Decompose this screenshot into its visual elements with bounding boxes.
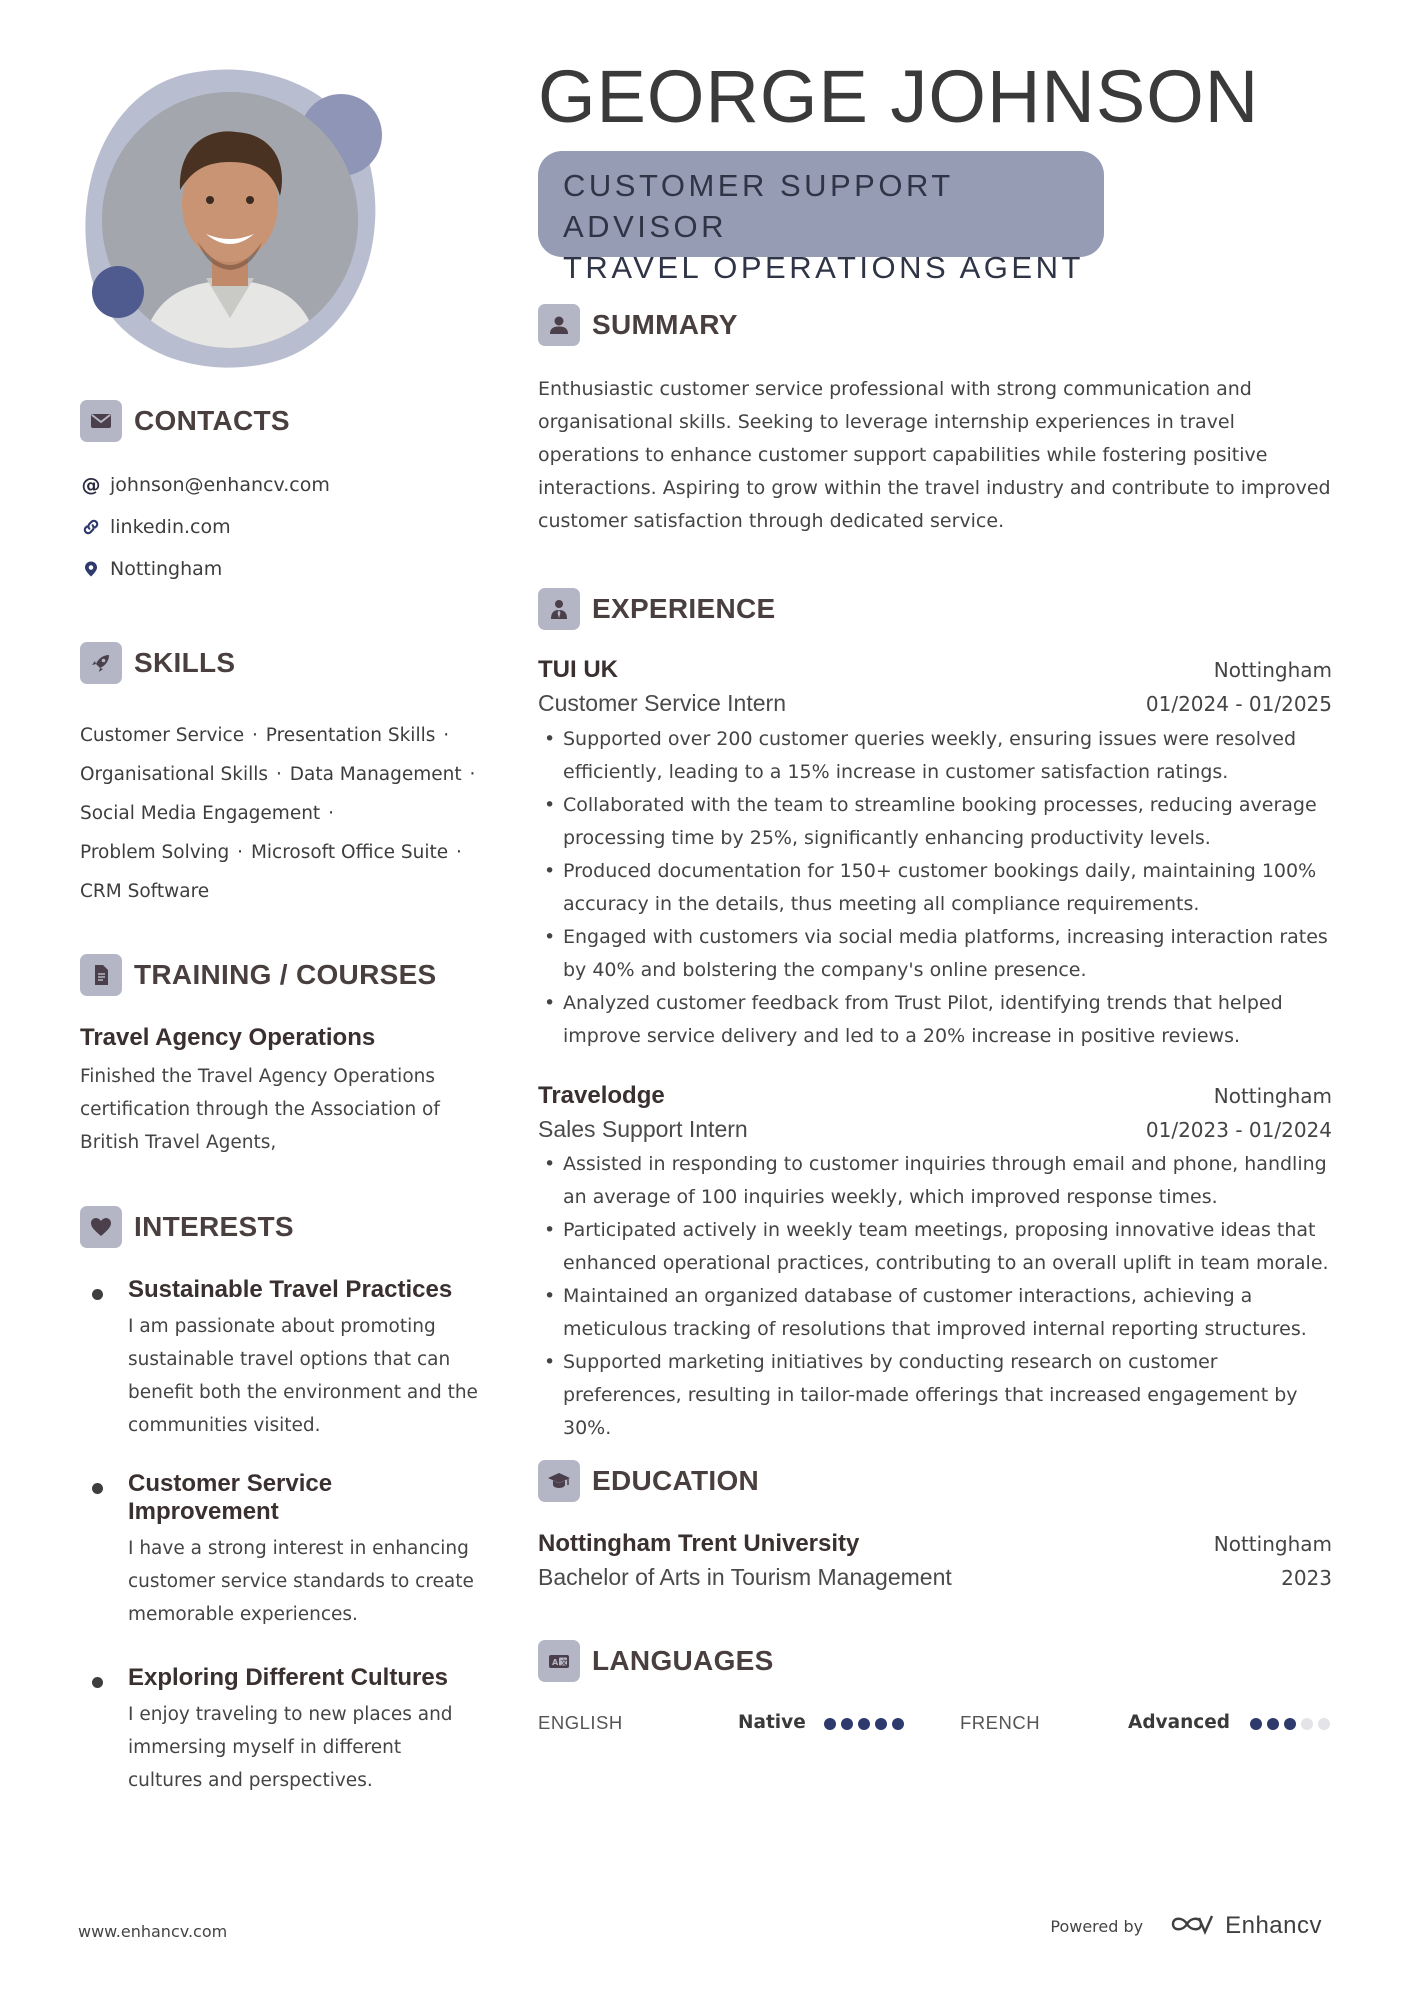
skill-item: Social Media Engagement [80,803,321,824]
contact-location [80,558,222,580]
contacts-heading: CONTACTS [134,405,290,436]
job-bullet: • Participated actively in weekly team meetings, proposing innovative ideas that enhanced operational practices, contributing to an overall uplift in team morale. [538,1214,1338,1280]
job-bullet: • Assisted in responding to customer inquiries through email and phone, handling an average of 100 inquiries weekly, which improved response times. [538,1148,1338,1214]
skill-item: Data Management [289,764,462,785]
experience-heading: EXPERIENCE [592,593,776,624]
training-heading: TRAINING / COURSES [134,959,437,990]
language-name: FRENCH [960,1712,1041,1733]
languages-header [538,1640,774,1682]
interest-item [80,1276,490,1442]
company-name: Travelodge [538,1082,665,1109]
school-name: Nottingham Trent University [538,1530,860,1557]
heart-icon [80,1206,122,1248]
interest-title: Customer Service Improvement [128,1470,333,1525]
experience-header [538,588,776,630]
enhancv-logo-icon [1169,1912,1215,1940]
interests-heading: INTERESTS [134,1211,294,1242]
skills-header [80,642,235,684]
skill-item: Organisational Skills [80,764,269,785]
bullet-icon [92,1483,103,1494]
job-title-1: CUSTOMER SUPPORT ADVISOR [563,168,954,244]
contact-linkedin[interactable] [80,516,231,538]
footer-website[interactable]: www.enhancv.com [78,1922,228,1941]
graduation-cap-icon [538,1460,580,1502]
location-text: Nottingham [110,558,223,580]
email-text: johnson@enhancv.com [110,474,330,496]
training-header [80,954,437,996]
languages-list [538,1712,1332,1742]
education-header [538,1460,759,1502]
rocket-icon [80,642,122,684]
person-portrait-icon [102,92,358,348]
envelope-icon [80,400,122,442]
education-heading: EDUCATION [592,1465,760,1496]
graduation-year: 2023 [1281,1566,1332,1590]
translate-icon [538,1640,580,1682]
rating-dot-filled [1284,1718,1296,1730]
school-location: Nottingham [1213,1532,1332,1556]
bullet-icon [92,1289,103,1300]
rating-dot-filled [875,1718,887,1730]
interest-title: Exploring Different Cultures [128,1664,449,1691]
linkedin-text: linkedin.com [110,516,231,538]
job-bullet: • Analyzed customer feedback from Trust Pilot, identifying trends that helped improve service delivery and led to a 20% increase in positive reviews. [538,987,1338,1053]
svg-text:A: A [552,1658,559,1667]
language-rating [824,1718,904,1730]
rating-dot-empty [1318,1718,1330,1730]
summary-header [538,304,738,346]
job-location: Nottingham [1213,658,1332,682]
rating-dot-filled [892,1718,904,1730]
candidate-name: GEORGE JOHNSON [538,55,1260,138]
profile-photo-block [76,62,396,382]
skill-item: Presentation Skills [265,725,436,746]
job-bullets [538,1148,1338,1445]
skills-list: Customer Service · Presentation Skills · Organisational Skills · Data Management · Social Media Engagement · Problem Solving · Microsoft Office Suite · CRM Software [80,725,476,902]
job-bullet: • Maintained an organized database of customer interactions, achieving a meticulous tracking of resolutions that improved internal reporting structures. [538,1280,1338,1346]
briefcase-user-icon [538,588,580,630]
language-level: Native [738,1712,806,1733]
footer-branding [1050,1912,1322,1940]
job-bullet: • Engaged with customers via social media platforms, increasing interaction rates by 40% and bolstering the company's online presence. [538,921,1338,987]
job-role: Sales Support Intern [538,1116,748,1142]
job-location: Nottingham [1213,1084,1332,1108]
rating-dot-filled [841,1718,853,1730]
bullet-icon [92,1677,103,1688]
skill-item: Problem Solving [80,842,230,863]
skills-heading: SKILLS [134,647,236,678]
job-bullet: • Collaborated with the team to streamline booking processes, reducing average processing time by 25%, significantly enhancing productivity levels. [538,789,1338,855]
document-icon [80,954,122,996]
interest-item [80,1664,490,1797]
link-icon [80,517,102,537]
rating-dot-filled [1250,1718,1262,1730]
job-role: Customer Service Intern [538,690,786,716]
language-level: Advanced [1128,1712,1231,1733]
languages-heading: LANGUAGES [592,1645,774,1676]
skill-item: Microsoft Office Suite [250,842,449,863]
profile-photo [102,92,358,348]
job-bullet: • Supported marketing initiatives by conducting research on customer preferences, resulting in tailor-made offerings that increased engagement by 30%. [538,1346,1338,1445]
interests-header [80,1206,294,1248]
job-dates: 01/2024 - 01/2025 [1145,692,1332,716]
job-bullet: • Produced documentation for 150+ customer bookings daily, maintaining 100% accuracy in the details, thus meeting all compliance requirements. [538,855,1338,921]
job-bullets [538,723,1338,1053]
language-rating [1250,1718,1330,1730]
interest-item [80,1470,490,1631]
powered-by-text: Powered by [1050,1916,1144,1936]
skill-item: Customer Service [80,725,245,746]
job-title-2: TRAVEL OPERATIONS AGENT [563,250,1084,285]
interest-description: I enjoy traveling to new places and immersing myself in different cultures and perspectives. [128,1704,453,1791]
svg-text:文: 文 [560,1658,568,1667]
interest-title: Sustainable Travel Practices [128,1276,453,1303]
rating-dot-filled [1267,1718,1279,1730]
title-badge [538,151,1104,285]
rating-dot-filled [824,1718,836,1730]
user-icon [538,304,580,346]
at-sign-icon: @ [81,474,101,496]
degree-name: Bachelor of Arts in Tourism Management [538,1564,952,1590]
course-title: Travel Agency Operations [80,1024,376,1051]
summary-text: Enthusiastic customer service professional with strong communication and organisational skills. Seeking to leverage internship experiences in travel operations to enhance customer support capabilities while fostering positive interactions. Aspiring to grow within the travel industry and contribute to improved customer satisfaction through dedicated service. [538,378,1331,532]
contacts-header [80,400,290,442]
company-name: TUI UK [538,656,618,683]
summary-heading: SUMMARY [592,309,738,340]
rating-dot-empty [1301,1718,1313,1730]
rating-dot-filled [858,1718,870,1730]
course-description: Finished the Travel Agency Operations certification through the Association of British Travel Agents, [80,1066,440,1153]
job-dates: 01/2023 - 01/2024 [1145,1118,1332,1142]
decorative-dot [92,266,144,318]
map-pin-icon [80,558,102,580]
interest-description: I am passionate about promoting sustainable travel options that can benefit both the environment and the communities visited. [128,1316,478,1436]
skill-item: CRM Software [80,881,210,902]
language-name: ENGLISH [538,1712,623,1733]
contact-email[interactable] [80,474,330,496]
brand-name: Enhancv [1225,1912,1322,1939]
interest-description: I have a strong interest in enhancing customer service standards to create memorable experiences. [128,1538,474,1625]
job-bullet: • Supported over 200 customer queries weekly, ensuring issues were resolved efficiently, leading to a 15% increase in customer satisfaction ratings. [538,723,1338,789]
